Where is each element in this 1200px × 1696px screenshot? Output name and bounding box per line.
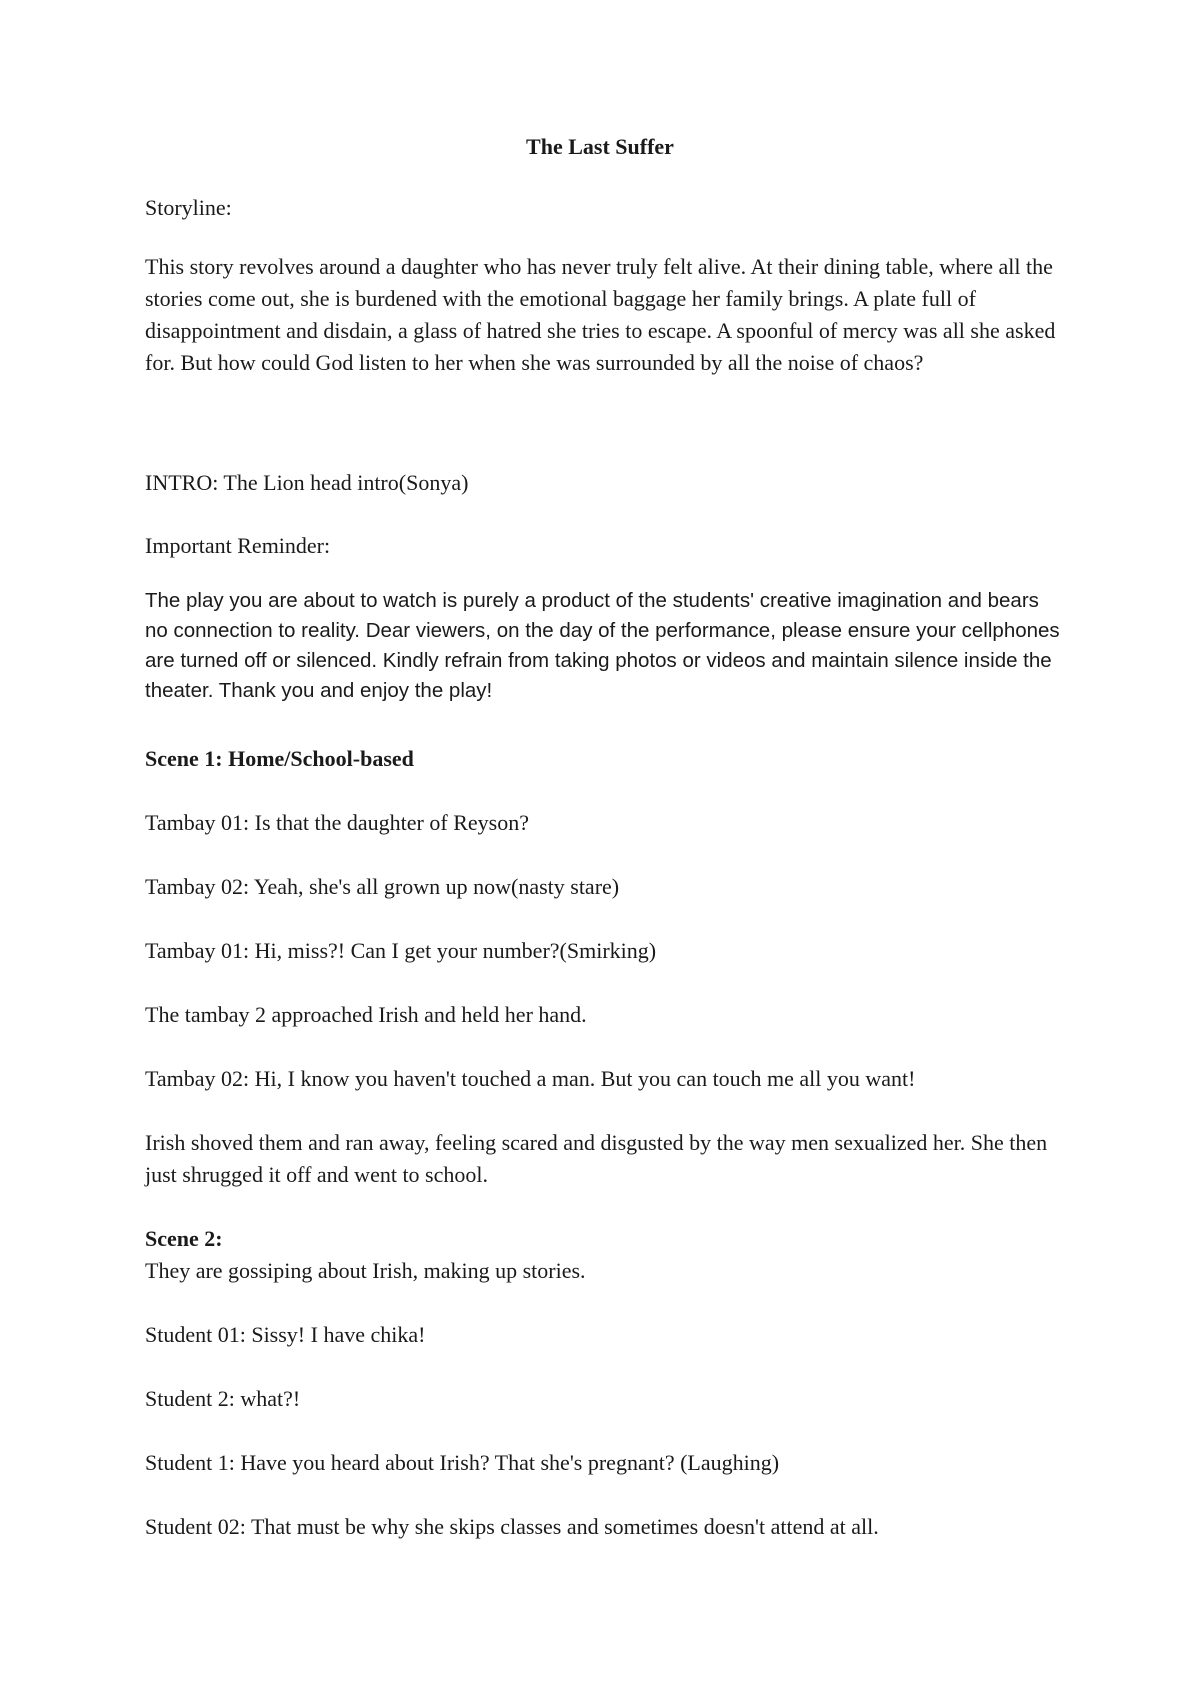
dialogue-line: Tambay 02: Hi, I know you haven't touched a man. But you can touch me all you want! (145, 1066, 916, 1091)
scene2-heading: Scene 2: (145, 1226, 223, 1251)
scene1-heading: Scene 1: Home/School-based (145, 746, 414, 771)
dialogue-line: Tambay 01: Hi, miss?! Can I get your number?(Smirking) (145, 938, 657, 963)
intro-line: INTRO: The Lion head intro(Sonya) (145, 470, 469, 495)
dialogue-line: Student 1: Have you heard about Irish? That she's pregnant? (Laughing) (145, 1450, 780, 1475)
storyline-paragraph: This story revolves around a daughter who has never truly felt alive. At their dining table, where all the stories come out, she is burdened with the emotional baggage her family brings. A plate full of disappointment and disdain, a glass of hatred she tries to escape. A spoonful of mercy was all she asked for. But how could God listen to her when she was surrounded by all the noise of chaos? (145, 254, 1056, 375)
dialogue-line: Student 2: what?! (145, 1386, 301, 1411)
storyline-label: Storyline: (145, 195, 232, 220)
dialogue-line: Student 01: Sissy! I have chika! (145, 1322, 426, 1347)
dialogue-line: Tambay 01: Is that the daughter of Reyson? (145, 810, 529, 835)
document-title: The Last Suffer (526, 134, 674, 159)
reminder-label: Important Reminder: (145, 533, 331, 558)
reminder-paragraph: The play you are about to watch is purely a product of the students' creative imagination and bears no connection to reality. Dear viewers, on the day of the performance, please ensure your cellphones are turned off or silenced. Kindly refrain from taking photos or videos and maintain silence inside the theater. Thank you and enjoy the play! (145, 589, 1060, 702)
dialogue-line: Tambay 02: Yeah, she's all grown up now(nasty stare) (145, 874, 620, 899)
stage-direction: Irish shoved them and ran away, feeling scared and disgusted by the way men sexualized her. She then just shrugged it off and went to school. (145, 1130, 1048, 1187)
dialogue-line: Student 02: That must be why she skips classes and sometimes doesn't attend at all. (145, 1514, 879, 1539)
stage-direction: They are gossiping about Irish, making up stories. (145, 1258, 586, 1283)
stage-direction: The tambay 2 approached Irish and held her hand. (145, 1002, 587, 1027)
